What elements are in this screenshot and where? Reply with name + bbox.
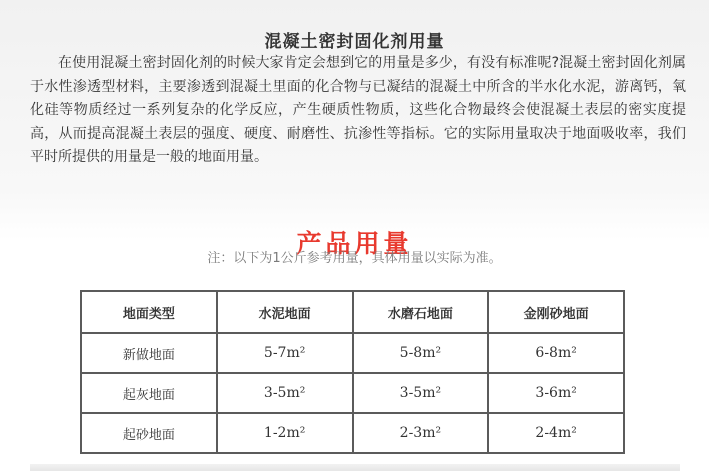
table-cell: 5-8m²: [353, 333, 489, 373]
row-label: 起砂地面: [81, 413, 217, 453]
header-terrazzo-floor: 水磨石地面: [353, 291, 489, 333]
header-cement-floor: 水泥地面: [217, 291, 353, 333]
table-row: [81, 373, 624, 413]
table-cell: 1-2m²: [217, 413, 353, 453]
bottom-divider: [30, 464, 680, 471]
table-row: [81, 413, 624, 453]
usage-table: [80, 290, 625, 454]
usage-note: 注：以下为1公斤参考用量，具体用量以实际为准。: [207, 251, 502, 266]
usage-section-title: 产品用量: [296, 228, 413, 258]
table-header-row: [81, 291, 624, 333]
table-cell: 3-5m²: [353, 373, 489, 413]
header-emery-floor: 金刚砂地面: [488, 291, 624, 333]
table-cell: 6-8m²: [488, 333, 624, 373]
table-cell: 2-4m²: [488, 413, 624, 453]
table-cell: 2-3m²: [353, 413, 489, 453]
row-label: 起灰地面: [81, 373, 217, 413]
header-floor-type: 地面类型: [81, 291, 217, 333]
table-row: [81, 333, 624, 373]
article-body: 在使用混凝土密封固化剂的时候大家肯定会想到它的用量是多少，有没有标准呢?混凝土密封固化剂属于水性渗透型材料，主要渗透到混凝土里面的化合物与已凝结的混凝土中所含的半水化水泥，游离钙，氧化硅等物质经过一系列复杂的化学反应，产生硬质性物质，这些化合物最终会使混凝土表层的密实度提高，从而提高混凝土表层的强度、硬度、耐磨性、抗渗性等指标。它的实际用量取决于地面吸收率，我们平时所提供的用量是一般的地面用量。: [30, 55, 686, 165]
table-cell: 5-7m²: [217, 333, 353, 373]
table-cell: 3-5m²: [217, 373, 353, 413]
table-cell: 3-6m²: [488, 373, 624, 413]
row-label: 新做地面: [81, 333, 217, 373]
article-title: 混凝土密封固化剂用量: [264, 32, 445, 53]
